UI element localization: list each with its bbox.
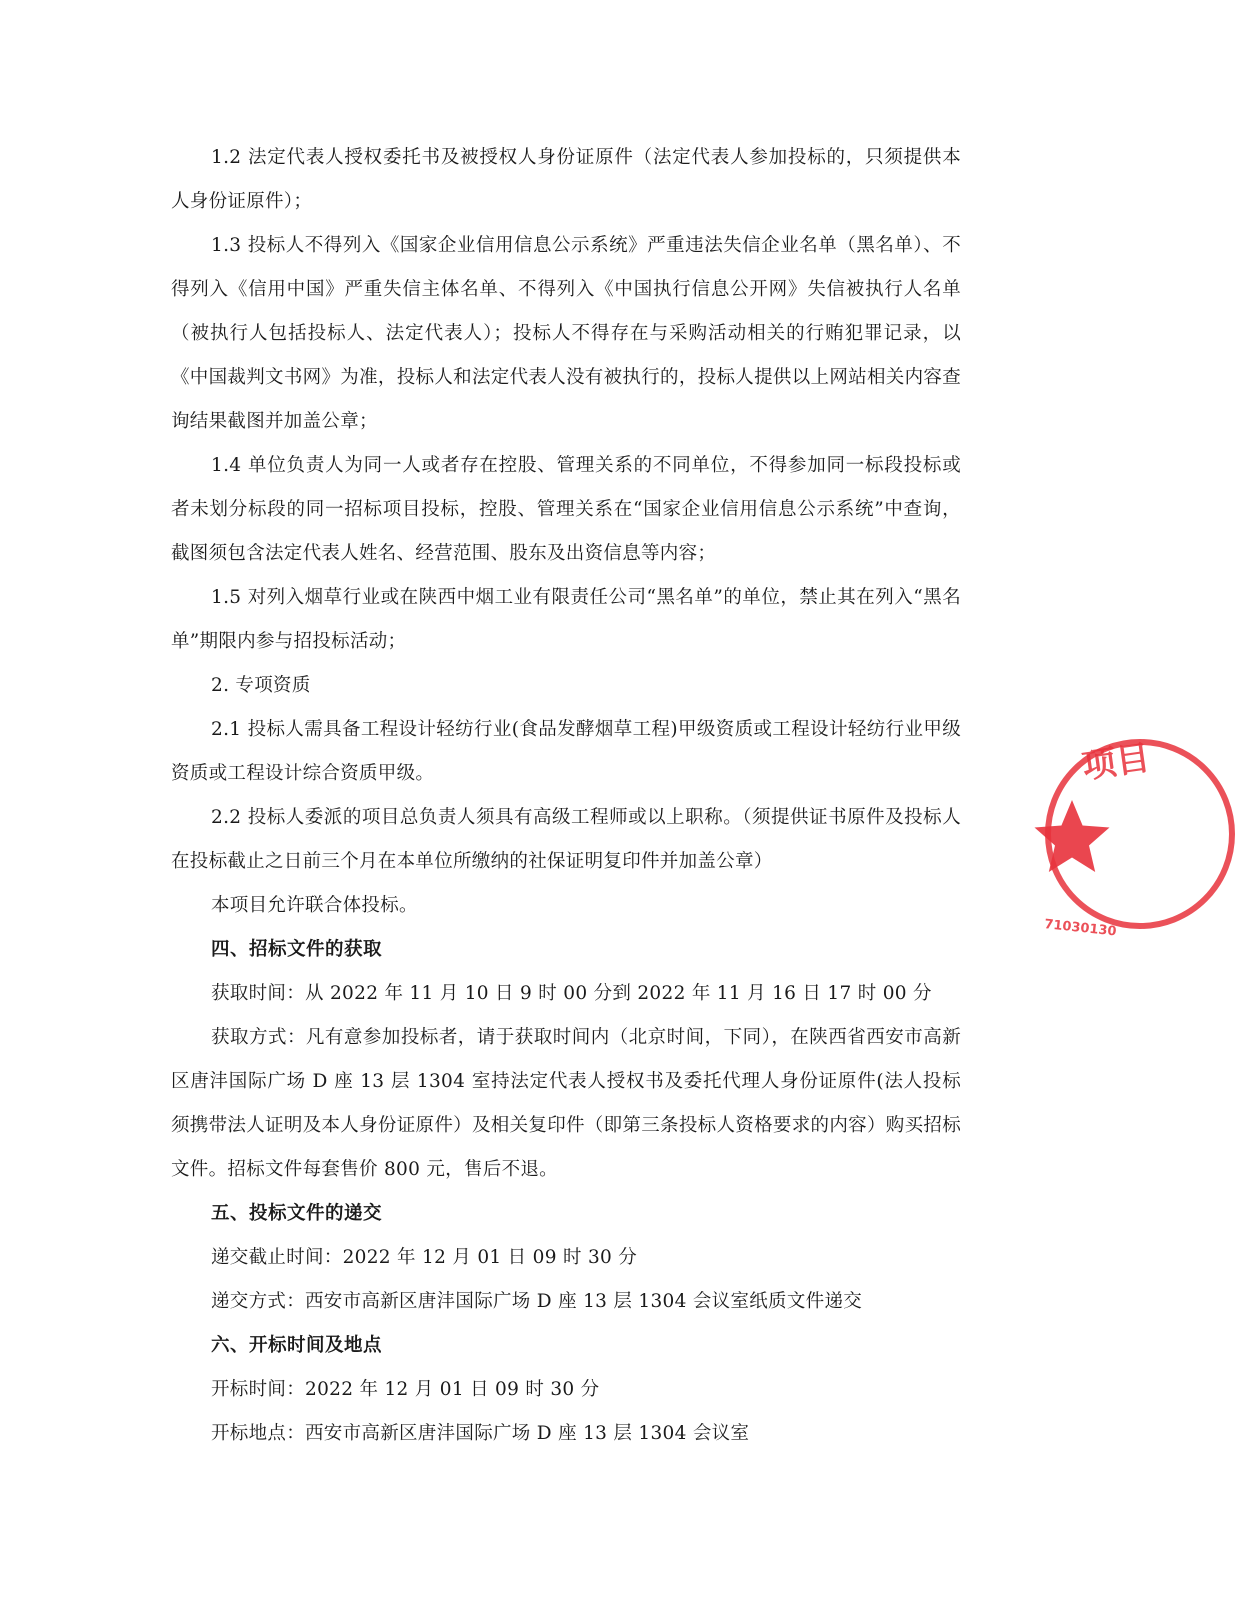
heading-section-5: 五、投标文件的递交 <box>211 1203 383 1224</box>
document-body <box>171 136 961 1456</box>
paragraph-deadline: 递交截止时间：2022 年 12 月 01 日 09 时 30 分 <box>211 1247 638 1268</box>
heading-section-6: 六、开标时间及地点 <box>211 1335 383 1356</box>
paragraph-1-5: 1.5 对列入烟草行业或在陕西中烟工业有限责任公司“黑名单”的单位，禁止其在列入“黑名单”期限内参与招投标活动； <box>171 587 961 652</box>
star-icon <box>1035 800 1110 872</box>
paragraph-2-title: 2. 专项资质 <box>211 675 311 696</box>
paragraph-1-2: 1.2 法定代表人授权委托书及被授权人身份证原件（法定代表人参加投标的，只须提供本人身份证原件）； <box>171 147 961 212</box>
seal-top-text: 项目 <box>1079 737 1153 787</box>
paragraph-acquire-method: 获取方式：凡有意参加投标者，请于获取时间内（北京时间，下同），在陕西省西安市高新区唐沣国际广场 D 座 13 层 1304 室持法定代表人授权书及委托代理人身份证原件(法人投标须携带法人证明及本人身份证原件）及相关复印件（即第三条投标人资格要求的内容）购买招标文件。招标文件每套售价 800 元，售后不退。 <box>171 1027 961 1180</box>
paragraph-submit-method: 递交方式：西安市高新区唐沣国际广场 D 座 13 层 1304 会议室纸质文件递交 <box>211 1291 863 1312</box>
paragraph-opening-time: 开标时间：2022 年 12 月 01 日 09 时 30 分 <box>211 1379 600 1400</box>
heading-section-4: 四、招标文件的获取 <box>211 939 383 960</box>
paragraph-1-4: 1.4 单位负责人为同一人或者存在控股、管理关系的不同单位，不得参加同一标段投标或者未划分标段的同一招标项目投标，控股、管理关系在“国家企业信用信息公示系统”中查询，截图须包含法定代表人姓名、经营范围、股东及出资信息等内容； <box>171 455 961 564</box>
company-seal <box>1040 728 1240 948</box>
paragraph-joint-bid: 本项目允许联合体投标。 <box>211 895 418 916</box>
paragraph-opening-place: 开标地点：西安市高新区唐沣国际广场 D 座 13 层 1304 会议室 <box>211 1423 750 1444</box>
paragraph-acquire-time: 获取时间：从 2022 年 11 月 10 日 9 时 00 分到 2022 年 11 月 16 日 17 时 00 分 <box>211 983 932 1004</box>
paragraph-2-1: 2.1 投标人需具备工程设计轻纺行业(食品发酵烟草工程)甲级资质或工程设计轻纺行业甲级资质或工程设计综合资质甲级。 <box>171 719 961 784</box>
seal-number-text: 71030130 <box>1043 917 1118 940</box>
paragraph-2-2: 2.2 投标人委派的项目总负责人须具有高级工程师或以上职称。（须提供证书原件及投标人在投标截止之日前三个月在本单位所缴纳的社保证明复印件并加盖公章） <box>171 807 961 872</box>
paragraph-1-3: 1.3 投标人不得列入《国家企业信用信息公示系统》严重违法失信企业名单（黑名单）、不得列入《信用中国》严重失信主体名单、不得列入《中国执行信息公开网》失信被执行人名单（被执行人包括投标人、法定代表人）；投标人不得存在与采购活动相关的行贿犯罪记录，以《中国裁判文书网》为准，投标人和法定代表人没有被执行的，投标人提供以上网站相关内容查询结果截图并加盖公章； <box>171 235 961 432</box>
